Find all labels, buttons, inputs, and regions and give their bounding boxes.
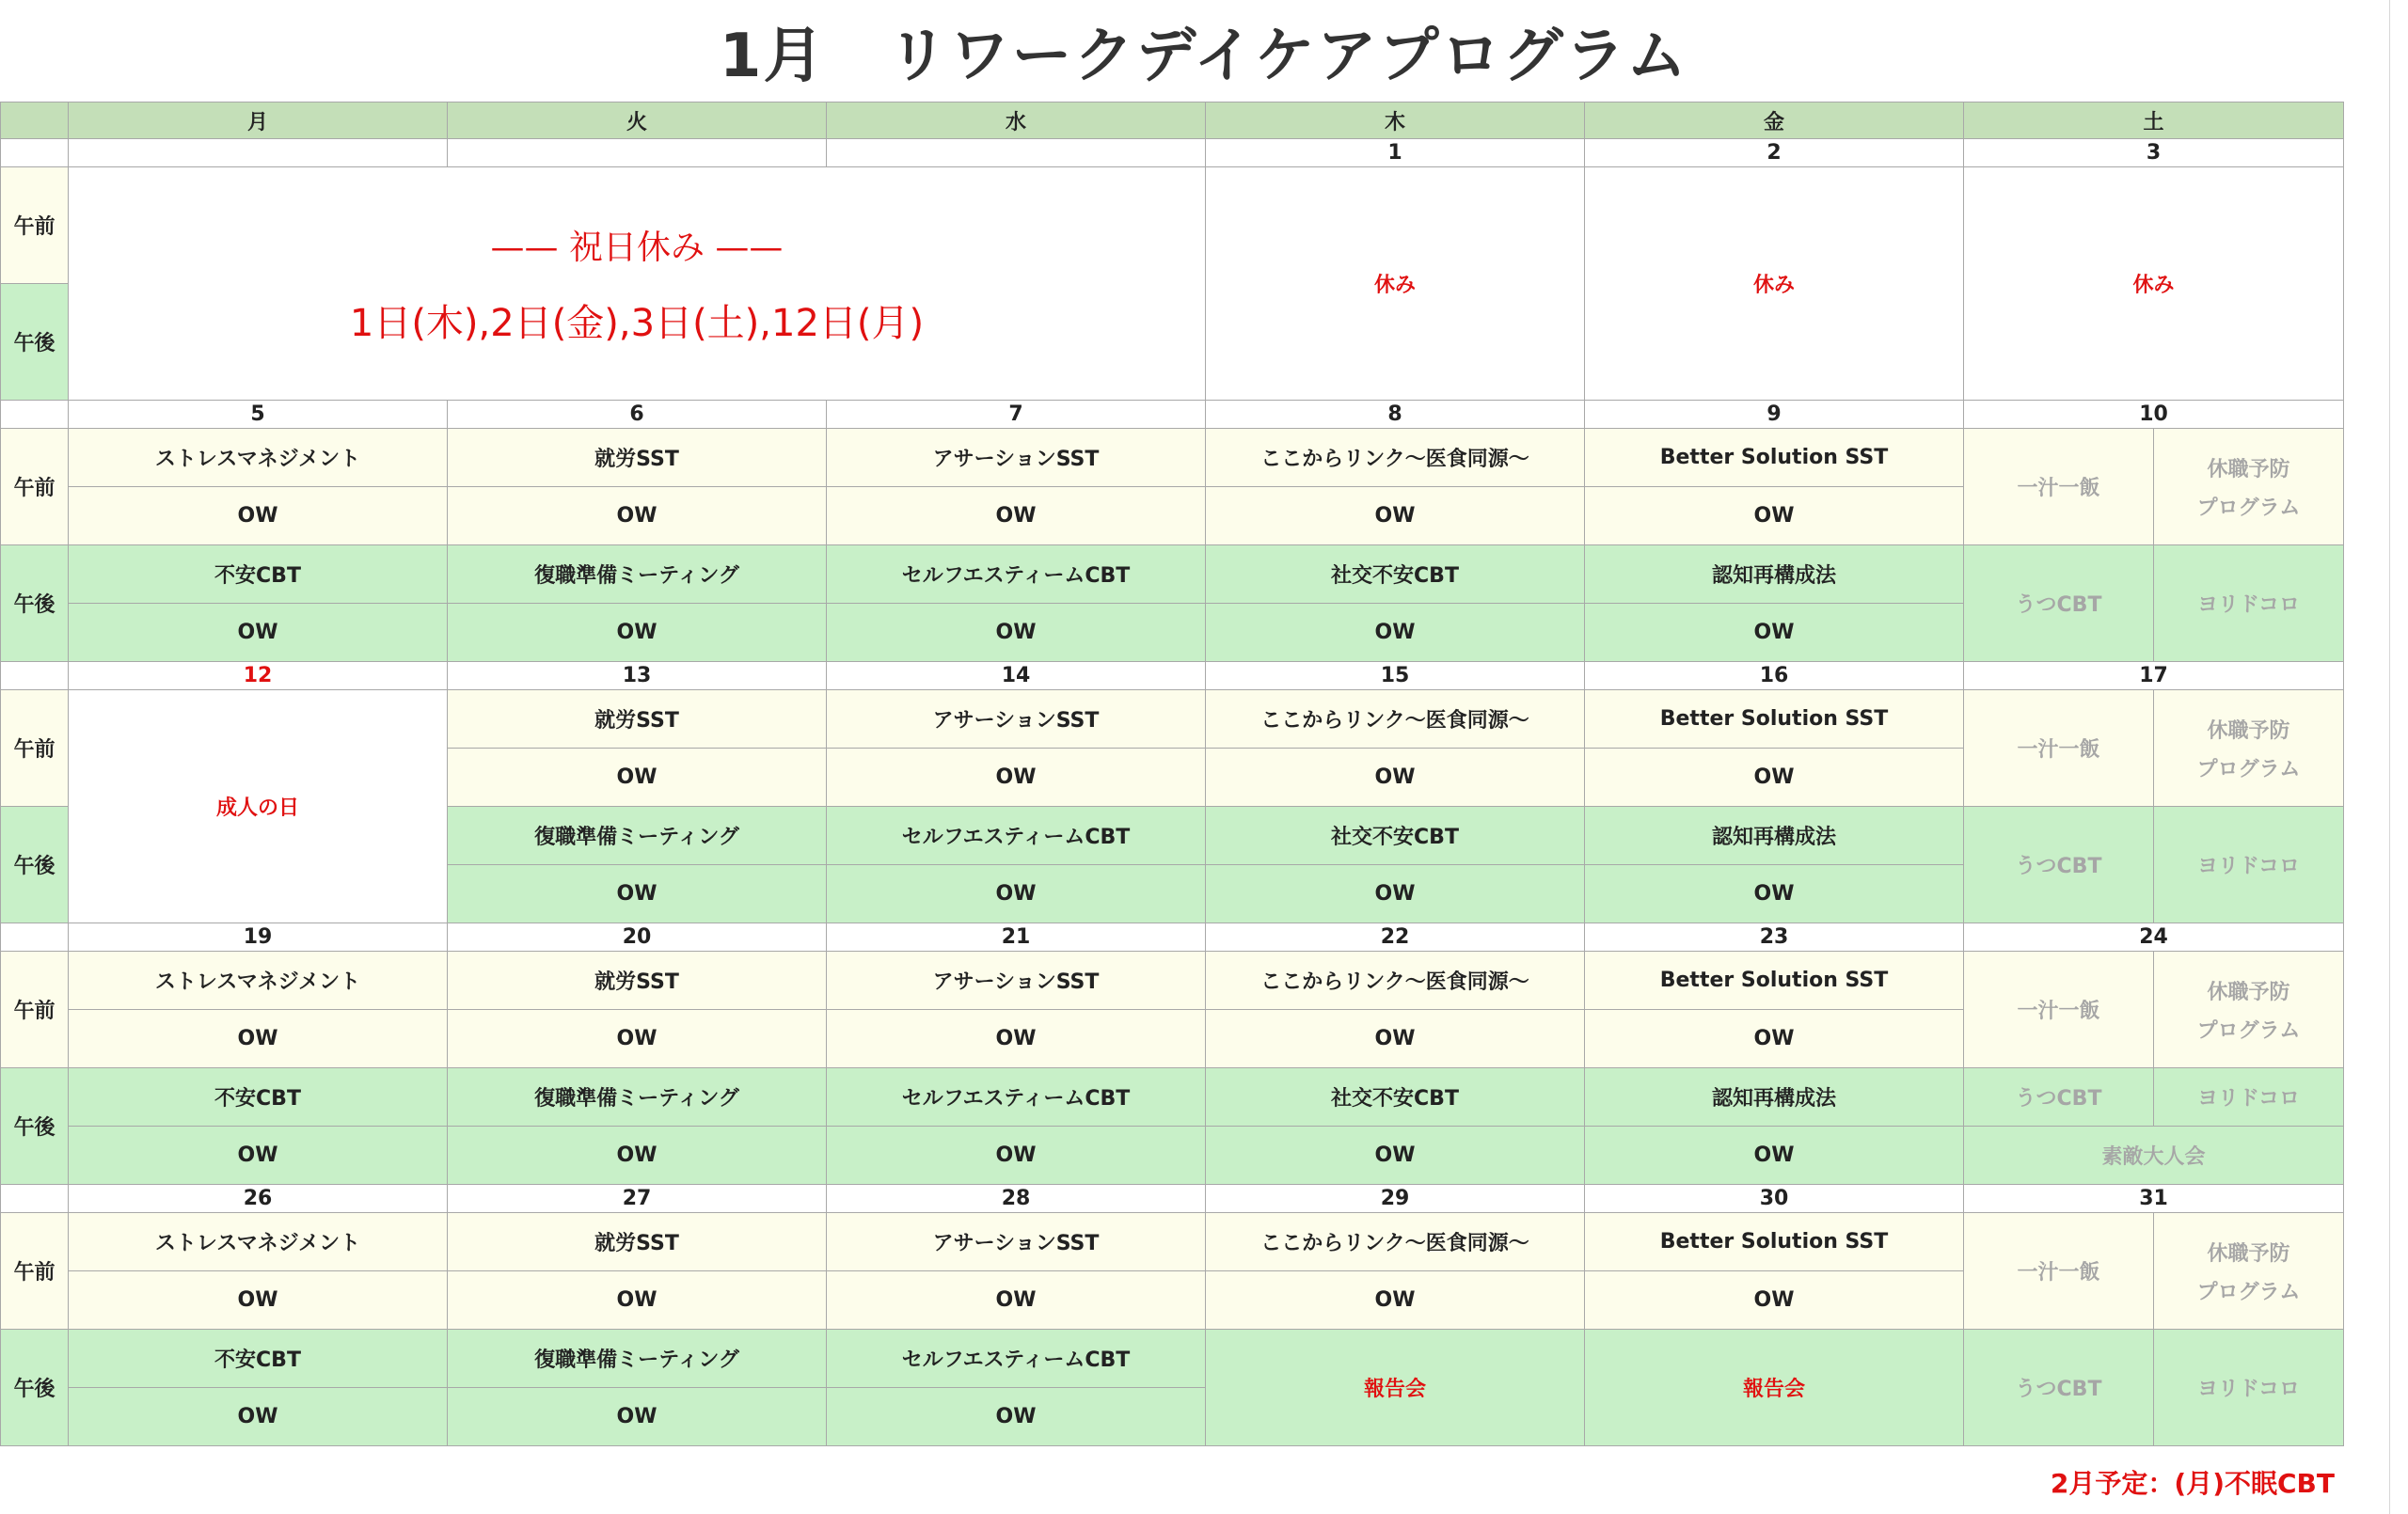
program-cell: ここからリンク～医食同源～ <box>1206 690 1585 749</box>
program-cell: 認知再構成法 <box>1585 545 1964 604</box>
closed-fri: 休み <box>1585 167 1964 401</box>
program-cell: ストレスマネジメント <box>69 1213 448 1271</box>
date-cell-holiday: 12 <box>69 662 448 690</box>
date-cell: 20 <box>448 923 827 952</box>
date-row-week5 <box>1 1185 2344 1213</box>
sat-program-a: うつCBT <box>1964 807 2154 923</box>
ow-cell: OW <box>448 865 827 923</box>
slot-label-pm: 午後 <box>1 284 69 401</box>
program-cell: 就労SST <box>448 690 827 749</box>
sat-program-a: 一汁一飯 <box>1964 690 2154 807</box>
date-cell: 23 <box>1585 923 1964 952</box>
program-cell: 就労SST <box>448 429 827 487</box>
program-cell: ストレスマネジメント <box>69 952 448 1010</box>
program-cell: 就労SST <box>448 1213 827 1271</box>
program-cell: 復職準備ミーティング <box>448 807 827 865</box>
ow-cell: OW <box>1206 865 1585 923</box>
page-title: 1月 リワークデイケアプログラム <box>719 22 1689 91</box>
pm-program-row <box>1 1068 2344 1127</box>
date-cell: 9 <box>1585 401 1964 429</box>
slot-label-am: 午前 <box>1 1213 69 1330</box>
date-cell: 6 <box>448 401 827 429</box>
program-cell: セルフエスティームCBT <box>827 1330 1206 1388</box>
date-cell: 7 <box>827 401 1206 429</box>
program-cell: 社交不安CBT <box>1206 1068 1585 1127</box>
date-cell: 24 <box>1964 923 2344 952</box>
program-cell: 認知再構成法 <box>1585 807 1964 865</box>
program-cell: 就労SST <box>448 952 827 1010</box>
date-cell: 26 <box>69 1185 448 1213</box>
sat-program-c: 素敵大人会 <box>1964 1127 2344 1185</box>
program-cell: 社交不安CBT <box>1206 807 1585 865</box>
date-row-week1 <box>1 139 2344 167</box>
ow-cell: OW <box>1206 487 1585 545</box>
slot-label-pm: 午後 <box>1 807 69 923</box>
program-cell: Better Solution SST <box>1585 952 1964 1010</box>
weekday-fri: 金 <box>1585 103 1964 139</box>
date-cell <box>827 139 1206 167</box>
program-cell: アサーションSST <box>827 690 1206 749</box>
sat-program-a: 一汁一飯 <box>1964 952 2154 1068</box>
date-cell: 5 <box>69 401 448 429</box>
ow-cell: OW <box>69 604 448 662</box>
ow-cell: OW <box>448 749 827 807</box>
sat-program-a: 一汁一飯 <box>1964 1213 2154 1330</box>
closed-sat: 休み <box>1964 167 2344 401</box>
sat-program-b: 休職予防 プログラム <box>2154 690 2344 807</box>
ow-cell: OW <box>448 1388 827 1446</box>
slot-label-am: 午前 <box>1 952 69 1068</box>
weekday-tue: 火 <box>448 103 827 139</box>
ow-cell: OW <box>827 1388 1206 1446</box>
closed-thu: 休み <box>1206 167 1585 401</box>
sat-program-b: ヨリドコロ <box>2154 545 2344 662</box>
date-cell: 28 <box>827 1185 1206 1213</box>
date-row-week2 <box>1 401 2344 429</box>
ow-cell: OW <box>1206 604 1585 662</box>
ow-cell: OW <box>1585 1010 1964 1068</box>
am-program-row <box>1 690 2344 749</box>
date-cell: 2 <box>1585 139 1964 167</box>
date-cell: 15 <box>1206 662 1585 690</box>
program-cell: ここからリンク～医食同源～ <box>1206 952 1585 1010</box>
program-cell: 不安CBT <box>69 545 448 604</box>
ow-cell: OW <box>69 1010 448 1068</box>
date-cell: 8 <box>1206 401 1585 429</box>
sat-program-a: うつCBT <box>1964 1068 2154 1127</box>
program-cell: Better Solution SST <box>1585 690 1964 749</box>
slot-label-am: 午前 <box>1 167 69 284</box>
program-cell: 不安CBT <box>69 1068 448 1127</box>
date-cell: 17 <box>1964 662 2344 690</box>
weekday-sat: 土 <box>1964 103 2344 139</box>
pm-ow-row <box>1 1127 2344 1185</box>
date-cell: 13 <box>448 662 827 690</box>
date-cell: 10 <box>1964 401 2344 429</box>
program-cell: アサーションSST <box>827 1213 1206 1271</box>
ow-cell: OW <box>1585 865 1964 923</box>
slot-label-am: 午前 <box>1 690 69 807</box>
am-row-week1 <box>1 167 2344 284</box>
ow-cell: OW <box>827 1271 1206 1330</box>
program-cell: セルフエスティームCBT <box>827 545 1206 604</box>
sat-program-b: ヨリドコロ <box>2154 807 2344 923</box>
date-cell: 30 <box>1585 1185 1964 1213</box>
am-program-row <box>1 1213 2344 1271</box>
date-row-week3 <box>1 662 2344 690</box>
program-cell: ここからリンク～医食同源～ <box>1206 429 1585 487</box>
program-cell: 認知再構成法 <box>1585 1068 1964 1127</box>
date-cell: 21 <box>827 923 1206 952</box>
holiday-seijin: 成人の日 <box>69 690 448 923</box>
ow-cell: OW <box>1585 604 1964 662</box>
program-cell: ストレスマネジメント <box>69 429 448 487</box>
ow-cell: OW <box>1206 1010 1585 1068</box>
date-cell: 1 <box>1206 139 1585 167</box>
sat-program-a: 一汁一飯 <box>1964 429 2154 545</box>
corner-cell <box>1 103 69 139</box>
ow-cell: OW <box>1206 1271 1585 1330</box>
weekday-wed: 水 <box>827 103 1206 139</box>
program-cell: アサーションSST <box>827 429 1206 487</box>
slot-label-pm: 午後 <box>1 1330 69 1446</box>
program-cell: Better Solution SST <box>1585 429 1964 487</box>
ow-cell: OW <box>448 1010 827 1068</box>
ow-cell: OW <box>1585 487 1964 545</box>
program-cell: 社交不安CBT <box>1206 545 1585 604</box>
date-cell: 19 <box>69 923 448 952</box>
slot-label-am: 午前 <box>1 429 69 545</box>
ow-cell: OW <box>827 604 1206 662</box>
ow-cell: OW <box>1206 749 1585 807</box>
weekday-mon: 月 <box>69 103 448 139</box>
ow-cell: OW <box>1585 1127 1964 1185</box>
ow-cell: OW <box>1585 749 1964 807</box>
ow-cell: OW <box>448 487 827 545</box>
sheet-edge <box>2389 0 2390 1514</box>
program-cell: 復職準備ミーティング <box>448 1068 827 1127</box>
ow-cell: OW <box>827 487 1206 545</box>
sat-program-b: 休職予防 プログラム <box>2154 952 2344 1068</box>
date-cell: 22 <box>1206 923 1585 952</box>
pm-program-row <box>1 545 2344 604</box>
ow-cell: OW <box>827 749 1206 807</box>
program-cell: 不安CBT <box>69 1330 448 1388</box>
program-cell: セルフエスティームCBT <box>827 1068 1206 1127</box>
date-cell: 29 <box>1206 1185 1585 1213</box>
slot-label-pm: 午後 <box>1 1068 69 1185</box>
program-cell: セルフエスティームCBT <box>827 807 1206 865</box>
ow-cell: OW <box>448 1271 827 1330</box>
holiday-notice <box>69 167 1206 401</box>
date-cell <box>69 139 448 167</box>
program-cell: アサーションSST <box>827 952 1206 1010</box>
date-cell: 31 <box>1964 1185 2344 1213</box>
date-cell: 16 <box>1585 662 1964 690</box>
weekday-header-row <box>1 103 2344 139</box>
holiday-notice-title: —— 祝日休み —— <box>490 228 784 267</box>
sat-program-a: うつCBT <box>1964 545 2154 662</box>
ow-cell: OW <box>827 1010 1206 1068</box>
sat-program-a: うつCBT <box>1964 1330 2154 1446</box>
ow-cell: OW <box>1585 1271 1964 1330</box>
slot-label-pm: 午後 <box>1 545 69 662</box>
date-cell <box>448 139 827 167</box>
sat-program-b: ヨリドコロ <box>2154 1068 2344 1127</box>
sat-program-b: 休職予防 プログラム <box>2154 429 2344 545</box>
program-cell: 復職準備ミーティング <box>448 1330 827 1388</box>
date-cell: 14 <box>827 662 1206 690</box>
program-cell: 復職準備ミーティング <box>448 545 827 604</box>
program-cell: ここからリンク～医食同源～ <box>1206 1213 1585 1271</box>
ow-cell: OW <box>69 487 448 545</box>
ow-cell: OW <box>69 1388 448 1446</box>
pm-program-row <box>1 1330 2344 1388</box>
sat-program-b: 休職予防 プログラム <box>2154 1213 2344 1330</box>
weekday-thu: 木 <box>1206 103 1585 139</box>
am-program-row <box>1 429 2344 487</box>
program-cell: Better Solution SST <box>1585 1213 1964 1271</box>
next-month-note: 2月予定：(月)不眠CBT <box>2050 1468 2335 1499</box>
ow-cell: OW <box>69 1127 448 1185</box>
ow-cell: OW <box>827 865 1206 923</box>
calendar-grid <box>0 102 2344 1446</box>
am-program-row <box>1 952 2344 1010</box>
date-row-week4 <box>1 923 2344 952</box>
ow-cell: OW <box>827 1127 1206 1185</box>
date-cell: 3 <box>1964 139 2344 167</box>
holiday-notice-dates: 1日(木),2日(金),3日(土),12日(月) <box>349 301 925 345</box>
ow-cell: OW <box>1206 1127 1585 1185</box>
sat-program-b: ヨリドコロ <box>2154 1330 2344 1446</box>
ow-cell: OW <box>69 1271 448 1330</box>
ow-cell: OW <box>448 604 827 662</box>
report-meeting-fri: 報告会 <box>1585 1330 1964 1446</box>
report-meeting-thu: 報告会 <box>1206 1330 1585 1446</box>
ow-cell: OW <box>448 1127 827 1185</box>
date-cell: 27 <box>448 1185 827 1213</box>
